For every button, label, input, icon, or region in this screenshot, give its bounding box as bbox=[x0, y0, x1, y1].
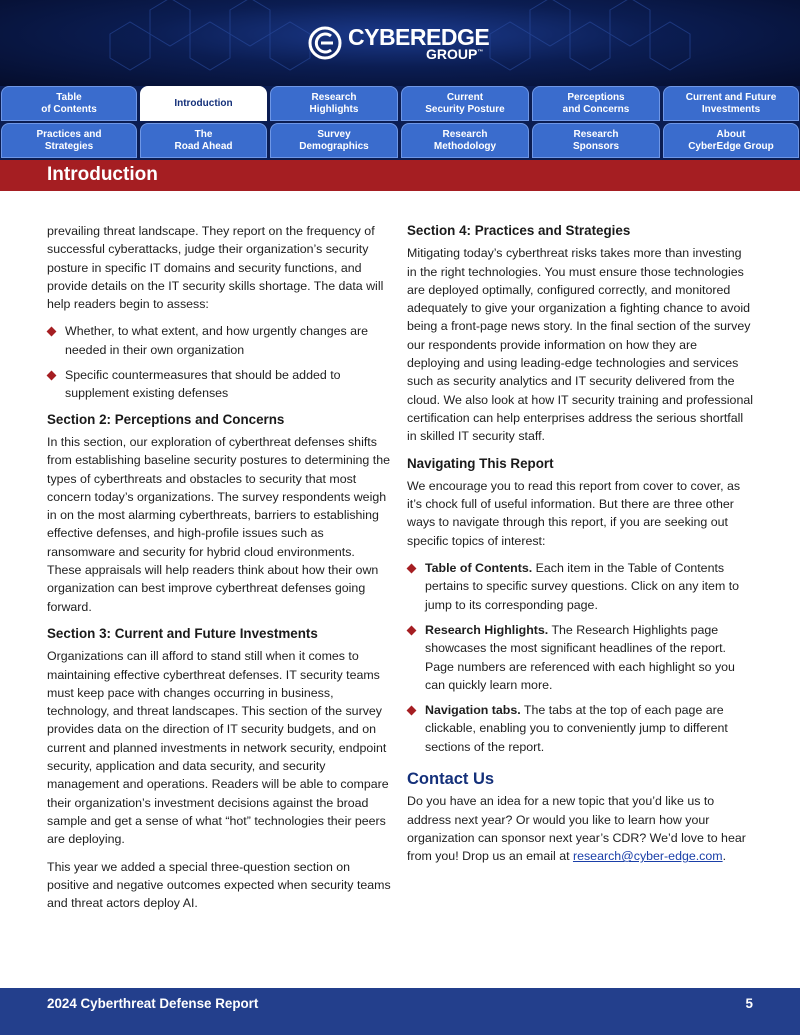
diamond-bullet-icon bbox=[47, 327, 57, 337]
tab-current-security-posture[interactable]: Current Security Posture bbox=[401, 86, 529, 121]
tab-research-methodology[interactable]: Research Methodology bbox=[401, 123, 529, 158]
section-3-heading: Section 3: Current and Future Investments bbox=[47, 625, 318, 641]
navigating-heading: Navigating This Report bbox=[407, 455, 554, 471]
section-2-heading: Section 2: Perceptions and Concerns bbox=[47, 411, 285, 427]
diamond-bullet-icon bbox=[407, 625, 417, 635]
left-column bbox=[47, 222, 391, 921]
tab-survey-demographics[interactable]: Survey Demographics bbox=[270, 123, 398, 158]
diamond-bullet-icon bbox=[47, 371, 57, 381]
page-title: Introduction bbox=[47, 164, 158, 185]
section-title-bar bbox=[0, 160, 800, 191]
tab-research-sponsors[interactable]: Research Sponsors bbox=[532, 123, 660, 158]
section-3-ai-paragraph: This year we added a special three-question section on positive and negative outcomes expected when security teams and threat actors deploy AI. bbox=[47, 859, 391, 911]
tab-practices-and-strategies[interactable]: Practices and Strategies bbox=[1, 123, 137, 158]
page-footer bbox=[0, 988, 800, 1035]
tab-introduction[interactable]: Introduction bbox=[140, 86, 267, 121]
section-4-paragraph: Mitigating today’s cyberthreat risks takes more than investing in the right technologies. You must ensure those technologies are deployed optimally, configured correctly, and monitored adequately to give your organization a fighting chance to avoid being a front-page news story. In the final section of the survey our respondents provide information on how they are deploying and using leading-edge technologies and services such as security analytics and IT security delivered from the cloud. We also look at how IT security training and professional certification can help enterprises address the serious shortfall in skilled IT security staff. bbox=[407, 246, 753, 444]
assess-bullet-list bbox=[47, 322, 391, 402]
cyberedge-c-icon bbox=[308, 26, 342, 60]
tab-research-highlights[interactable]: Research Highlights bbox=[270, 86, 398, 121]
list-item: Research Highlights. The Research Highlights page showcases the most significant headlines of the report. Page numbers are referenced with each highlight so you can quickly learn more. bbox=[407, 621, 753, 694]
tab-table-of-contents[interactable]: Table of Contents bbox=[1, 86, 137, 121]
tab-about-cyberedge-group[interactable]: About CyberEdge Group bbox=[663, 123, 799, 158]
tab-the-road-ahead[interactable]: The Road Ahead bbox=[140, 123, 267, 158]
contact-us-heading: Contact Us bbox=[407, 770, 495, 789]
contact-email-link[interactable]: research@cyber-edge.com bbox=[572, 849, 723, 864]
list-item: Specific countermeasures that should be added to supplement existing defenses bbox=[47, 366, 391, 403]
cyberedge-logo[interactable] bbox=[308, 24, 498, 64]
navigating-paragraph: We encourage you to read this report from cover to cover, as it’s chock full of useful information. But there are three other ways to navigate through this report, if you are seeking out specific topics of interest: bbox=[407, 478, 741, 548]
right-column bbox=[407, 222, 753, 875]
list-item: Whether, to what extent, and how urgently changes are needed in their own organization bbox=[47, 322, 391, 359]
tab-perceptions-and-concerns[interactable]: Perceptions and Concerns bbox=[532, 86, 660, 121]
list-item: Table of Contents. Each item in the Table of Contents pertains to specific survey questions. Click on any item to jump to its corresponding page. bbox=[407, 559, 753, 614]
list-item: Navigation tabs. The tabs at the top of each page are clickable, enabling you to conveniently jump to different sections of the report. bbox=[407, 701, 753, 756]
section-2-paragraph: In this section, our exploration of cyberthreat defenses shifts from establishing baseline security postures to determining the types of cyberthreats and obstacles to security that most concern today’s organizations. The survey respondents weigh in on the most alarming cyberthreats, barriers to establishing effective defenses, and high-profile issues such as ransomware and security for hybrid cloud environments. These appraisals will help readers think about how their own organization can best improve cyberthreat defenses going forward. bbox=[47, 434, 390, 614]
intro-paragraph: prevailing threat landscape. They report on the frequency of successful cyberattacks, judge their organization’s security posture in specific IT domains and security functions, and provide details on the IT security skills shortage. The data will help readers begin to assess: bbox=[47, 224, 384, 312]
diamond-bullet-icon bbox=[407, 564, 417, 574]
section-4-heading: Section 4: Practices and Strategies bbox=[407, 223, 631, 238]
header-banner bbox=[0, 0, 800, 86]
page-number: 5 bbox=[745, 996, 753, 1011]
diamond-bullet-icon bbox=[407, 706, 417, 716]
logo-wordmark: CYBEREDGE bbox=[348, 24, 490, 50]
logo-group: GROUP™ bbox=[426, 46, 484, 62]
navigation-tabs bbox=[0, 86, 800, 160]
navigation-bullet-list bbox=[407, 559, 753, 756]
contact-paragraph: Do you have an idea for a new topic that you’d like us to address next year? Or would you like to learn how your organization can sponsor next year’s CDR? We’d love to hear from you! Drop us an email at research@cyber-edge.com. bbox=[407, 794, 746, 864]
tab-current-and-future-investments[interactable]: Current and Future Investments bbox=[663, 86, 799, 121]
section-3-paragraph: Organizations can ill afford to stand still when it comes to maintaining effective cyberthreat defenses. IT security teams must keep pace with changes occurring in business, technology, and threat landscapes. This section of the survey provides data on the direction of IT security budgets, and on current and planned investments in network security, endpoint security, application and data security, and security management and operations. Readers will be able to compare their organization’s investment decisions against the broad sample and get a sense of what “hot” technologies their peers are deploying. bbox=[47, 649, 389, 847]
footer-report-title: 2024 Cyberthreat Defense Report bbox=[47, 996, 259, 1011]
